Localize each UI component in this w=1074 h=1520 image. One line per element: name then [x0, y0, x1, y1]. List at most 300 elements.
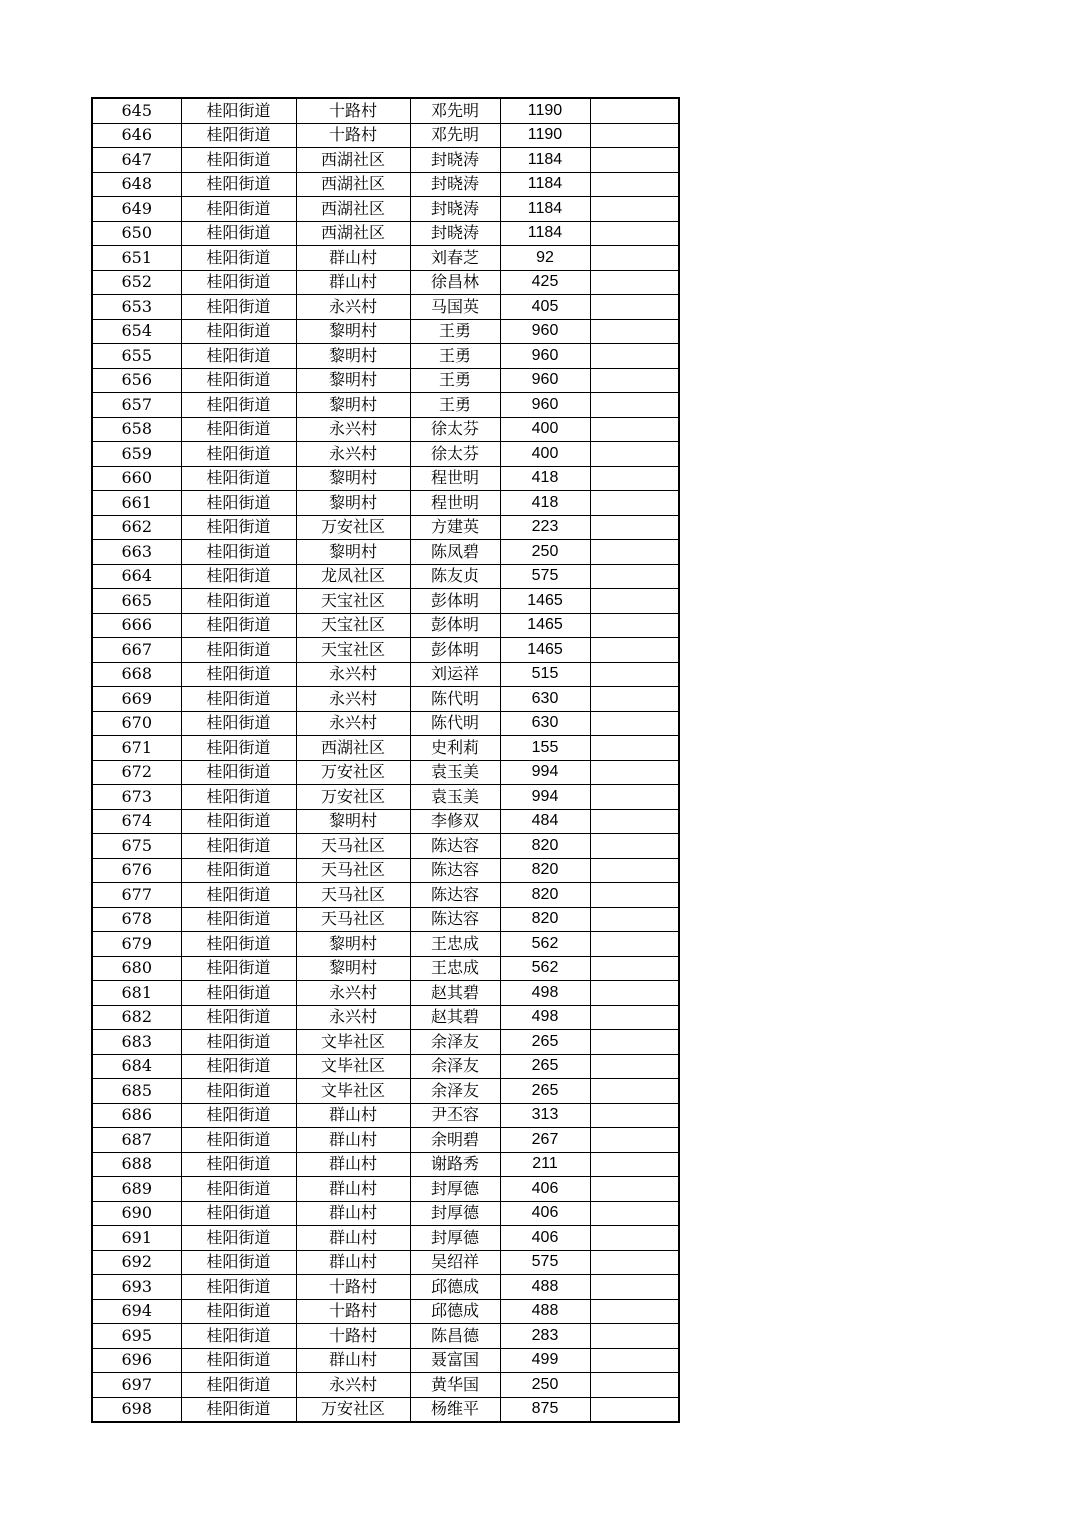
blank-cell: [590, 540, 679, 565]
row-number-cell: 667: [92, 638, 181, 663]
amount-cell: 820: [500, 834, 590, 859]
row-number-cell: 663: [92, 540, 181, 565]
name-cell: 史利莉: [410, 736, 500, 761]
row-number-cell: 653: [92, 295, 181, 320]
street-cell: 桂阳街道: [181, 515, 296, 540]
row-number-cell: 685: [92, 1079, 181, 1104]
row-number-cell: 666: [92, 613, 181, 638]
village-cell: 群山村: [296, 1103, 410, 1128]
blank-cell: [590, 1128, 679, 1153]
village-cell: 十路村: [296, 98, 410, 123]
street-cell: 桂阳街道: [181, 368, 296, 393]
blank-cell: [590, 442, 679, 467]
street-cell: 桂阳街道: [181, 466, 296, 491]
village-cell: 永兴村: [296, 1005, 410, 1030]
table-row: [92, 907, 679, 932]
table-row: [92, 197, 679, 222]
table-row: [92, 540, 679, 565]
street-cell: 桂阳街道: [181, 1152, 296, 1177]
blank-cell: [590, 1348, 679, 1373]
amount-cell: 250: [500, 1373, 590, 1398]
village-cell: 群山村: [296, 270, 410, 295]
table-row: [92, 662, 679, 687]
village-cell: 十路村: [296, 1299, 410, 1324]
village-cell: 永兴村: [296, 687, 410, 712]
name-cell: 余泽友: [410, 1054, 500, 1079]
amount-cell: 562: [500, 956, 590, 981]
name-cell: 余明碧: [410, 1128, 500, 1153]
street-cell: 桂阳街道: [181, 711, 296, 736]
row-number-cell: 665: [92, 589, 181, 614]
blank-cell: [590, 1373, 679, 1398]
street-cell: 桂阳街道: [181, 589, 296, 614]
blank-cell: [590, 1275, 679, 1300]
name-cell: 陈达容: [410, 834, 500, 859]
village-cell: 黎明村: [296, 368, 410, 393]
amount-cell: 498: [500, 981, 590, 1006]
table-row: [92, 393, 679, 418]
blank-cell: [590, 785, 679, 810]
street-cell: 桂阳街道: [181, 1201, 296, 1226]
table-row: [92, 172, 679, 197]
name-cell: 王忠成: [410, 932, 500, 957]
street-cell: 桂阳街道: [181, 760, 296, 785]
village-cell: 群山村: [296, 1226, 410, 1251]
table-row: [92, 1250, 679, 1275]
table-row: [92, 1201, 679, 1226]
village-cell: 永兴村: [296, 981, 410, 1006]
table-row: [92, 1397, 679, 1422]
village-cell: 永兴村: [296, 442, 410, 467]
row-number-cell: 669: [92, 687, 181, 712]
row-number-cell: 678: [92, 907, 181, 932]
table-row: [92, 1103, 679, 1128]
street-cell: 桂阳街道: [181, 442, 296, 467]
blank-cell: [590, 1201, 679, 1226]
row-number-cell: 660: [92, 466, 181, 491]
row-number-cell: 689: [92, 1177, 181, 1202]
row-number-cell: 681: [92, 981, 181, 1006]
street-cell: 桂阳街道: [181, 1128, 296, 1153]
table-row: [92, 638, 679, 663]
name-cell: 黄华国: [410, 1373, 500, 1398]
blank-cell: [590, 148, 679, 173]
village-cell: 黎明村: [296, 344, 410, 369]
amount-cell: 960: [500, 393, 590, 418]
street-cell: 桂阳街道: [181, 197, 296, 222]
name-cell: 彭体明: [410, 589, 500, 614]
blank-cell: [590, 1226, 679, 1251]
table-row: [92, 564, 679, 589]
street-cell: 桂阳街道: [181, 809, 296, 834]
table-row: [92, 711, 679, 736]
table-row: [92, 589, 679, 614]
row-number-cell: 648: [92, 172, 181, 197]
village-cell: 万安社区: [296, 760, 410, 785]
name-cell: 吴绍祥: [410, 1250, 500, 1275]
blank-cell: [590, 1103, 679, 1128]
name-cell: 陈达容: [410, 858, 500, 883]
table-row: [92, 785, 679, 810]
row-number-cell: 684: [92, 1054, 181, 1079]
row-number-cell: 682: [92, 1005, 181, 1030]
row-number-cell: 698: [92, 1397, 181, 1422]
table-row: [92, 1373, 679, 1398]
amount-cell: 575: [500, 1250, 590, 1275]
row-number-cell: 664: [92, 564, 181, 589]
table-row: [92, 760, 679, 785]
village-cell: 天马社区: [296, 883, 410, 908]
table-row: [92, 1128, 679, 1153]
row-number-cell: 657: [92, 393, 181, 418]
table-row: [92, 1177, 679, 1202]
name-cell: 余泽友: [410, 1079, 500, 1104]
village-cell: 天马社区: [296, 858, 410, 883]
row-number-cell: 646: [92, 123, 181, 148]
street-cell: 桂阳街道: [181, 834, 296, 859]
village-cell: 黎明村: [296, 319, 410, 344]
street-cell: 桂阳街道: [181, 907, 296, 932]
name-cell: 刘运祥: [410, 662, 500, 687]
table-row: [92, 981, 679, 1006]
blank-cell: [590, 221, 679, 246]
row-number-cell: 679: [92, 932, 181, 957]
village-cell: 永兴村: [296, 662, 410, 687]
blank-cell: [590, 98, 679, 123]
table-row: [92, 1152, 679, 1177]
amount-cell: 960: [500, 319, 590, 344]
blank-cell: [590, 1079, 679, 1104]
village-cell: 黎明村: [296, 393, 410, 418]
street-cell: 桂阳街道: [181, 564, 296, 589]
amount-cell: 267: [500, 1128, 590, 1153]
row-number-cell: 655: [92, 344, 181, 369]
row-number-cell: 670: [92, 711, 181, 736]
blank-cell: [590, 417, 679, 442]
table-body: [92, 98, 679, 1422]
row-number-cell: 688: [92, 1152, 181, 1177]
blank-cell: [590, 589, 679, 614]
amount-cell: 1190: [500, 98, 590, 123]
street-cell: 桂阳街道: [181, 687, 296, 712]
street-cell: 桂阳街道: [181, 1054, 296, 1079]
blank-cell: [590, 1324, 679, 1349]
table-row: [92, 98, 679, 123]
amount-cell: 630: [500, 687, 590, 712]
blank-cell: [590, 270, 679, 295]
amount-cell: 820: [500, 858, 590, 883]
table-row: [92, 1348, 679, 1373]
street-cell: 桂阳街道: [181, 491, 296, 516]
table-row: [92, 148, 679, 173]
name-cell: 邓先明: [410, 123, 500, 148]
amount-cell: 265: [500, 1079, 590, 1104]
table-row: [92, 932, 679, 957]
village-cell: 西湖社区: [296, 221, 410, 246]
name-cell: 赵其碧: [410, 981, 500, 1006]
village-cell: 永兴村: [296, 417, 410, 442]
row-number-cell: 659: [92, 442, 181, 467]
name-cell: 徐太芬: [410, 442, 500, 467]
blank-cell: [590, 883, 679, 908]
name-cell: 邓先明: [410, 98, 500, 123]
village-cell: 群山村: [296, 1201, 410, 1226]
blank-cell: [590, 1030, 679, 1055]
street-cell: 桂阳街道: [181, 172, 296, 197]
blank-cell: [590, 736, 679, 761]
row-number-cell: 673: [92, 785, 181, 810]
amount-cell: 211: [500, 1152, 590, 1177]
village-cell: 天宝社区: [296, 589, 410, 614]
table-row: [92, 1324, 679, 1349]
street-cell: 桂阳街道: [181, 1005, 296, 1030]
blank-cell: [590, 564, 679, 589]
street-cell: 桂阳街道: [181, 98, 296, 123]
row-number-cell: 656: [92, 368, 181, 393]
street-cell: 桂阳街道: [181, 148, 296, 173]
street-cell: 桂阳街道: [181, 1103, 296, 1128]
table-row: [92, 123, 679, 148]
village-cell: 黎明村: [296, 540, 410, 565]
village-cell: 永兴村: [296, 711, 410, 736]
amount-cell: 575: [500, 564, 590, 589]
blank-cell: [590, 687, 679, 712]
name-cell: 谢路秀: [410, 1152, 500, 1177]
blank-cell: [590, 662, 679, 687]
street-cell: 桂阳街道: [181, 1177, 296, 1202]
row-number-cell: 649: [92, 197, 181, 222]
row-number-cell: 645: [92, 98, 181, 123]
name-cell: 徐昌林: [410, 270, 500, 295]
amount-cell: 223: [500, 515, 590, 540]
village-cell: 万安社区: [296, 1397, 410, 1422]
name-cell: 陈代明: [410, 687, 500, 712]
row-number-cell: 683: [92, 1030, 181, 1055]
blank-cell: [590, 638, 679, 663]
street-cell: 桂阳街道: [181, 319, 296, 344]
street-cell: 桂阳街道: [181, 1299, 296, 1324]
blank-cell: [590, 1299, 679, 1324]
name-cell: 徐太芬: [410, 417, 500, 442]
name-cell: 陈代明: [410, 711, 500, 736]
street-cell: 桂阳街道: [181, 785, 296, 810]
name-cell: 马国英: [410, 295, 500, 320]
street-cell: 桂阳街道: [181, 638, 296, 663]
name-cell: 刘春芝: [410, 246, 500, 271]
village-cell: 永兴村: [296, 295, 410, 320]
amount-cell: 994: [500, 760, 590, 785]
amount-cell: 488: [500, 1299, 590, 1324]
row-number-cell: 697: [92, 1373, 181, 1398]
row-number-cell: 696: [92, 1348, 181, 1373]
street-cell: 桂阳街道: [181, 123, 296, 148]
street-cell: 桂阳街道: [181, 295, 296, 320]
name-cell: 聂富国: [410, 1348, 500, 1373]
village-cell: 文毕社区: [296, 1079, 410, 1104]
name-cell: 陈昌德: [410, 1324, 500, 1349]
table-row: [92, 1079, 679, 1104]
street-cell: 桂阳街道: [181, 1250, 296, 1275]
table-row: [92, 417, 679, 442]
blank-cell: [590, 809, 679, 834]
amount-cell: 498: [500, 1005, 590, 1030]
row-number-cell: 692: [92, 1250, 181, 1275]
blank-cell: [590, 981, 679, 1006]
amount-cell: 406: [500, 1201, 590, 1226]
name-cell: 陈达容: [410, 907, 500, 932]
amount-cell: 1184: [500, 172, 590, 197]
street-cell: 桂阳街道: [181, 344, 296, 369]
blank-cell: [590, 1397, 679, 1422]
amount-cell: 994: [500, 785, 590, 810]
row-number-cell: 693: [92, 1275, 181, 1300]
village-cell: 龙凤社区: [296, 564, 410, 589]
name-cell: 封晓涛: [410, 148, 500, 173]
street-cell: 桂阳街道: [181, 956, 296, 981]
table-row: [92, 1275, 679, 1300]
village-cell: 黎明村: [296, 932, 410, 957]
name-cell: 封晓涛: [410, 172, 500, 197]
amount-cell: 960: [500, 368, 590, 393]
amount-cell: 630: [500, 711, 590, 736]
name-cell: 陈达容: [410, 883, 500, 908]
village-cell: 十路村: [296, 1275, 410, 1300]
blank-cell: [590, 172, 679, 197]
amount-cell: 155: [500, 736, 590, 761]
table-row: [92, 368, 679, 393]
table-row: [92, 466, 679, 491]
table-row: [92, 687, 679, 712]
name-cell: 余泽友: [410, 1030, 500, 1055]
village-cell: 天马社区: [296, 834, 410, 859]
row-number-cell: 651: [92, 246, 181, 271]
village-cell: 万安社区: [296, 785, 410, 810]
row-number-cell: 662: [92, 515, 181, 540]
table-row: [92, 1226, 679, 1251]
street-cell: 桂阳街道: [181, 613, 296, 638]
blank-cell: [590, 834, 679, 859]
blank-cell: [590, 1152, 679, 1177]
amount-cell: 562: [500, 932, 590, 957]
table-row: [92, 736, 679, 761]
table-row: [92, 295, 679, 320]
amount-cell: 875: [500, 1397, 590, 1422]
row-number-cell: 690: [92, 1201, 181, 1226]
village-cell: 天马社区: [296, 907, 410, 932]
village-cell: 十路村: [296, 1324, 410, 1349]
blank-cell: [590, 515, 679, 540]
name-cell: 彭体明: [410, 613, 500, 638]
blank-cell: [590, 932, 679, 957]
street-cell: 桂阳街道: [181, 1348, 296, 1373]
table-row: [92, 491, 679, 516]
village-cell: 群山村: [296, 1250, 410, 1275]
row-number-cell: 647: [92, 148, 181, 173]
table-row: [92, 1054, 679, 1079]
row-number-cell: 695: [92, 1324, 181, 1349]
data-table: [91, 97, 680, 1423]
blank-cell: [590, 613, 679, 638]
row-number-cell: 674: [92, 809, 181, 834]
village-cell: 群山村: [296, 1128, 410, 1153]
village-cell: 万安社区: [296, 515, 410, 540]
amount-cell: 400: [500, 417, 590, 442]
street-cell: 桂阳街道: [181, 540, 296, 565]
village-cell: 群山村: [296, 1177, 410, 1202]
amount-cell: 1465: [500, 638, 590, 663]
name-cell: 封晓涛: [410, 221, 500, 246]
amount-cell: 960: [500, 344, 590, 369]
village-cell: 群山村: [296, 1348, 410, 1373]
blank-cell: [590, 393, 679, 418]
village-cell: 西湖社区: [296, 172, 410, 197]
table-row: [92, 221, 679, 246]
blank-cell: [590, 319, 679, 344]
village-cell: 西湖社区: [296, 197, 410, 222]
row-number-cell: 671: [92, 736, 181, 761]
village-cell: 黎明村: [296, 466, 410, 491]
table-row: [92, 858, 679, 883]
row-number-cell: 687: [92, 1128, 181, 1153]
street-cell: 桂阳街道: [181, 1030, 296, 1055]
name-cell: 程世明: [410, 466, 500, 491]
amount-cell: 425: [500, 270, 590, 295]
amount-cell: 283: [500, 1324, 590, 1349]
row-number-cell: 654: [92, 319, 181, 344]
amount-cell: 265: [500, 1054, 590, 1079]
row-number-cell: 677: [92, 883, 181, 908]
name-cell: 邱德成: [410, 1299, 500, 1324]
row-number-cell: 691: [92, 1226, 181, 1251]
blank-cell: [590, 1005, 679, 1030]
street-cell: 桂阳街道: [181, 858, 296, 883]
street-cell: 桂阳街道: [181, 1324, 296, 1349]
table-row: [92, 613, 679, 638]
village-cell: 黎明村: [296, 809, 410, 834]
blank-cell: [590, 1250, 679, 1275]
village-cell: 十路村: [296, 123, 410, 148]
table-row: [92, 809, 679, 834]
row-number-cell: 668: [92, 662, 181, 687]
blank-cell: [590, 295, 679, 320]
name-cell: 彭体明: [410, 638, 500, 663]
table-row: [92, 1005, 679, 1030]
name-cell: 尹丕容: [410, 1103, 500, 1128]
name-cell: 封晓涛: [410, 197, 500, 222]
table-row: [92, 956, 679, 981]
name-cell: 赵其碧: [410, 1005, 500, 1030]
row-number-cell: 675: [92, 834, 181, 859]
blank-cell: [590, 1177, 679, 1202]
name-cell: 陈凤碧: [410, 540, 500, 565]
village-cell: 天宝社区: [296, 638, 410, 663]
table-row: [92, 515, 679, 540]
blank-cell: [590, 344, 679, 369]
village-cell: 西湖社区: [296, 148, 410, 173]
amount-cell: 313: [500, 1103, 590, 1128]
blank-cell: [590, 123, 679, 148]
street-cell: 桂阳街道: [181, 883, 296, 908]
name-cell: 封厚德: [410, 1226, 500, 1251]
street-cell: 桂阳街道: [181, 1397, 296, 1422]
street-cell: 桂阳街道: [181, 1079, 296, 1104]
street-cell: 桂阳街道: [181, 221, 296, 246]
amount-cell: 1190: [500, 123, 590, 148]
row-number-cell: 680: [92, 956, 181, 981]
amount-cell: 265: [500, 1030, 590, 1055]
amount-cell: 515: [500, 662, 590, 687]
name-cell: 封厚德: [410, 1201, 500, 1226]
